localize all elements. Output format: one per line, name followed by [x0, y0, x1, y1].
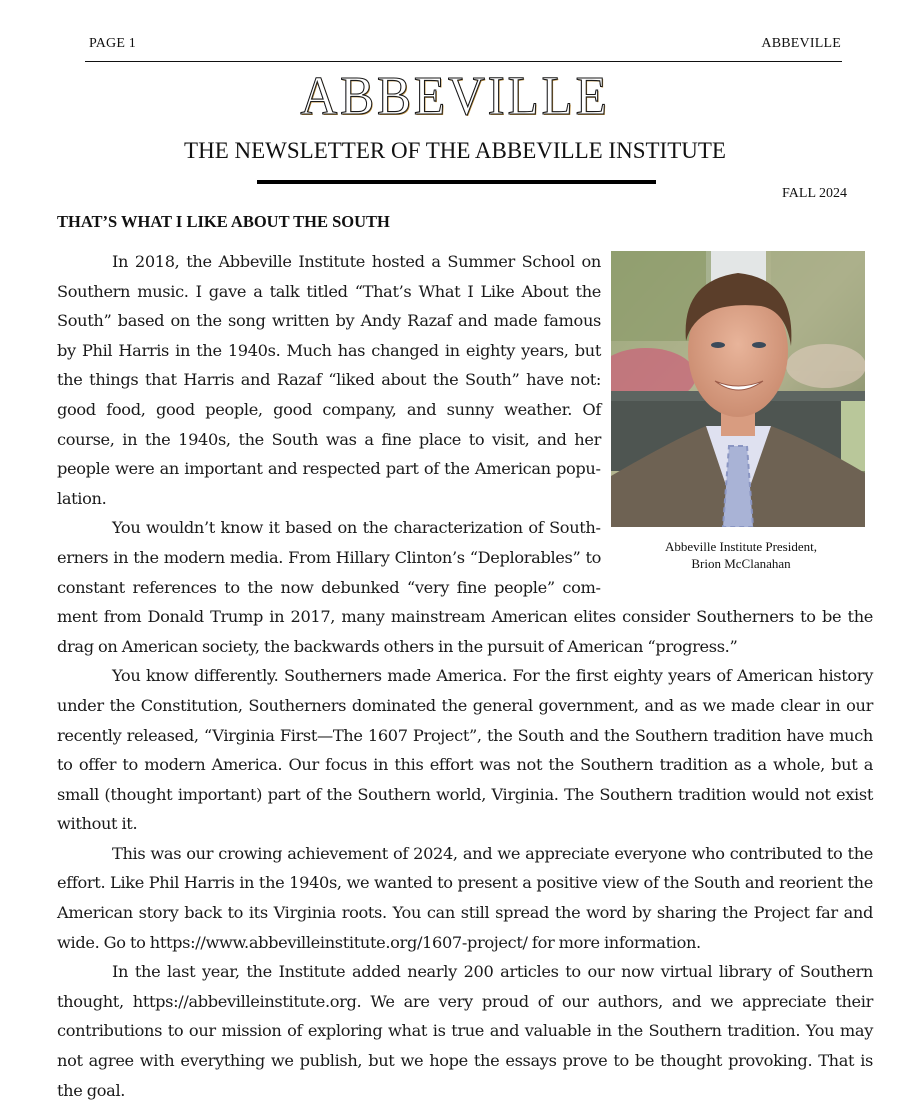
page-number: PAGE 1	[89, 36, 136, 51]
masthead-title: ABBEVILLE	[300, 65, 610, 126]
portrait-illustration	[611, 251, 865, 527]
article-paragraph: In the last year, the Institute added nearly 200 articles to our now virtual library of Southern thought, https://abbevilleinstitute.org. We are very proud of our authors, and we appreciate their contributions to our mission of exploring what is true and valuable in the Southern tradition. You may not agree with everything we publish, but we hope the essays prove to be thought provoking. That is the goal.	[57, 962, 873, 1100]
running-publication-name: ABBEVILLE	[761, 36, 841, 51]
masthead-subtitle: THE NEWSLETTER OF THE ABBEVILLE INSTITUTE	[184, 138, 726, 163]
masthead-divider	[257, 180, 656, 184]
caption-title: Abbeville Institute President,	[664, 539, 817, 554]
photo-figure	[609, 248, 873, 578]
issue-date: FALL 2024	[782, 186, 847, 201]
article-paragraph: You know differently. Southerners made America. For the first eighty years of American history under the Constitution, Southerners dominated the general government, and as we made clear in our recently released, “Virginia First—The 1607 Project”, the South and the Southern tradition have much to offer to modern America. Our focus in this effort was not the Southern tradition as a whole, but a small (thought important) part of the Southern world, Virginia. The Southern tradition would not exist without it.	[57, 666, 873, 834]
article-heading: THAT’S WHAT I LIKE ABOUT THE SOUTH	[57, 212, 390, 231]
article-body	[57, 247, 873, 1105]
article-paragraph: You wouldn’t know it based on the characterization of Southerners in the modern media. From Hillary Clinton’s “Deplorables” to constant references to the now debunked “very fine people” comment from Donald Trump in 2017, many mainstream American elites consider Southerners to be the drag on American society, the backwards others in the pursuit of American “progress.”	[57, 518, 873, 656]
article-paragraph: This was our crowing achievement of 2024, and we appreciate everyone who contributed to the effort. Like Phil Harris in the 1940s, we wanted to present a positive view of the South and reorient the American story back to its Virginia roots. You can still spread the word by sharing the Project far and wide. Go to https://www.abbevilleinstitute.org/1607-project/ for more information.	[57, 843, 873, 952]
president-photo	[611, 251, 865, 527]
header-rule	[85, 61, 842, 62]
article-paragraph: In 2018, the Abbeville Institute hosted a Summer School on Southern music. I gave a talk titled “That’s What I Like About the South” based on the song written by Andy Razaf and made famous by Phil Harris in the 1940s. Much has changed in eighty years, but the things that Harris and Razaf “liked about the South” have not: good food, good people, good company, and sunny weather. Of course, in the 1940s, the South was a fine place to visit, and her people were an important and respected part of the American population.	[57, 252, 601, 508]
photo-caption	[609, 538, 873, 572]
caption-name: Brion McClanahan	[691, 556, 791, 571]
